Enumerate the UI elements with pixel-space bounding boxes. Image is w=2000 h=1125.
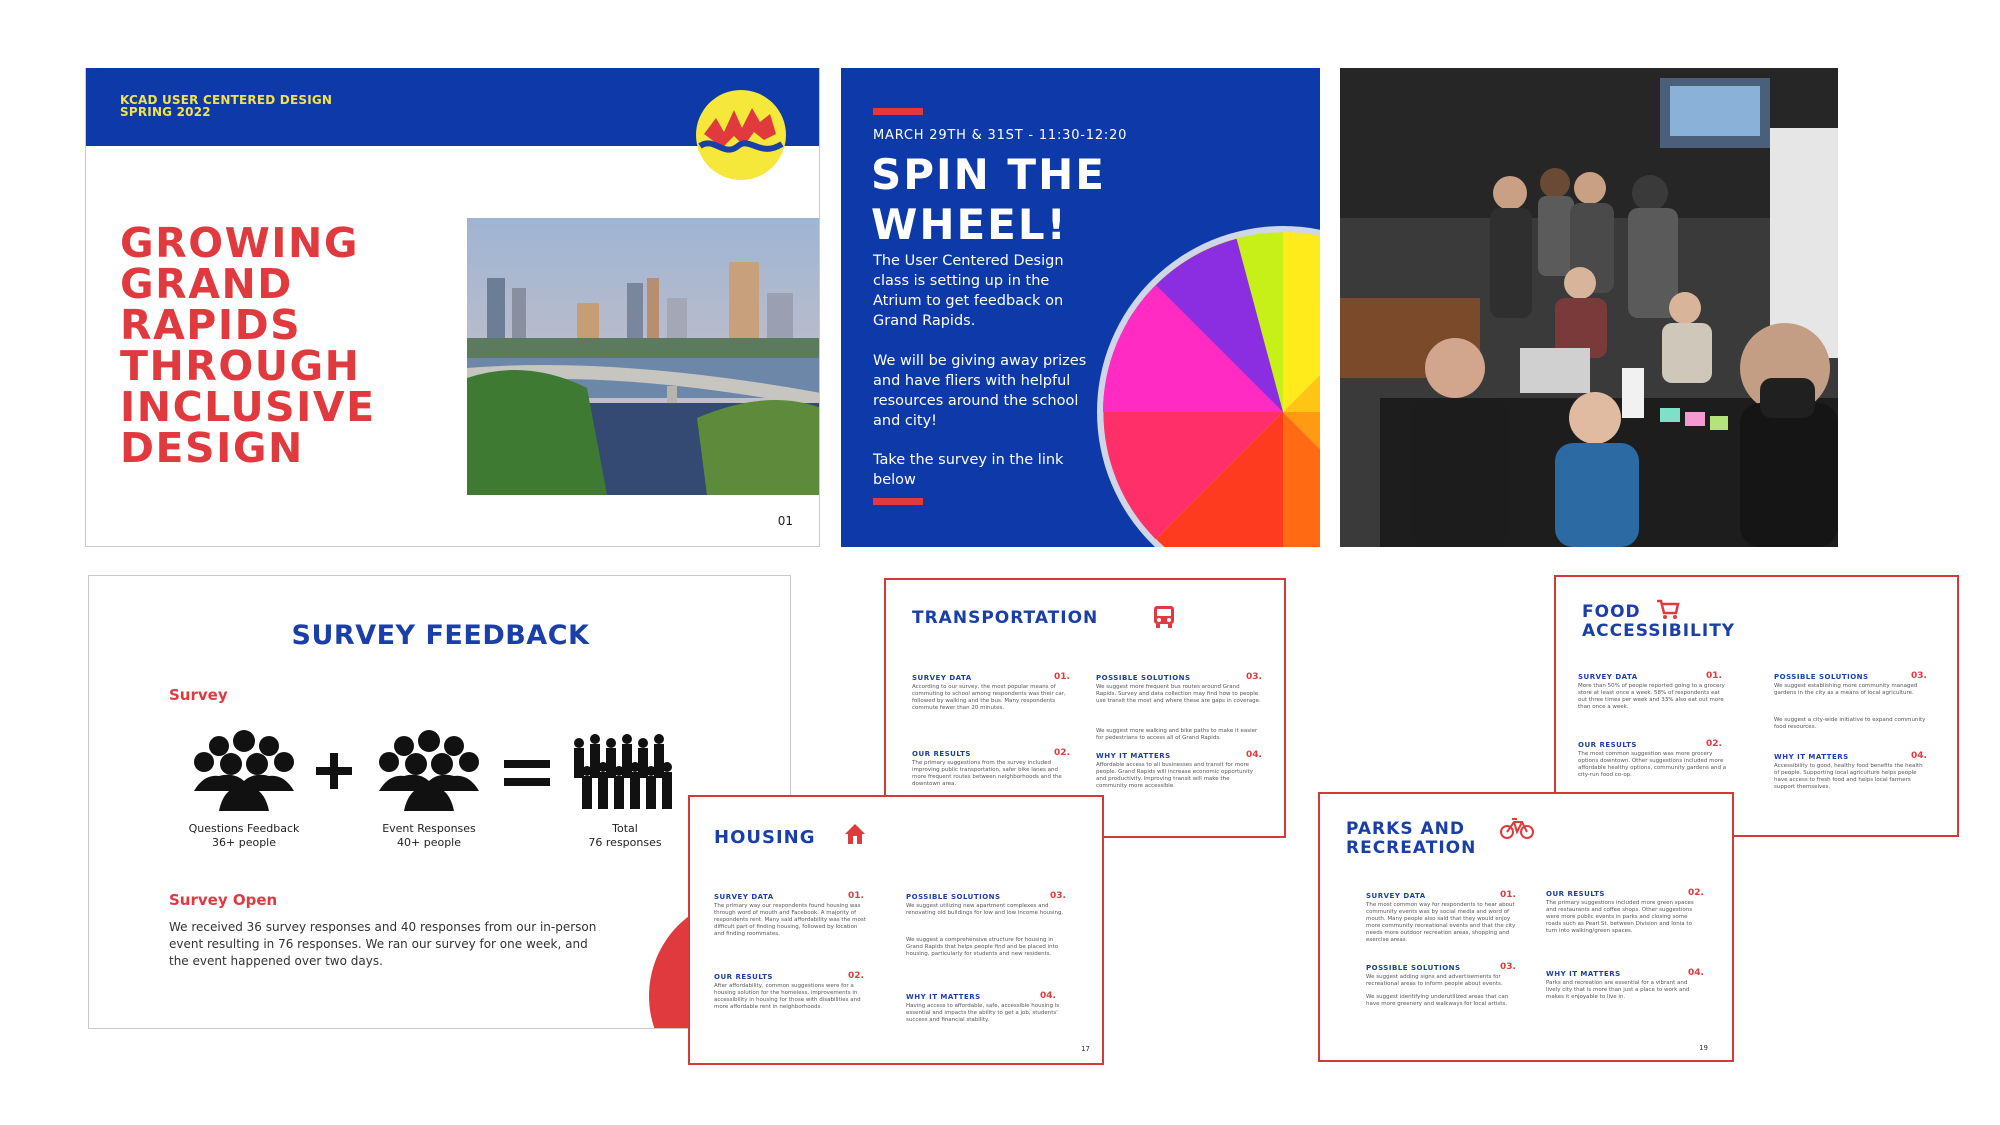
page-number: 01 — [777, 514, 793, 528]
section-text: After affordability, common suggestions were for a housing solution for the homeless, improvements in accessibility in housing for those with disabilities and more affordable rent in neighborhoods. — [714, 983, 861, 1010]
section-number: 04. — [1246, 750, 1262, 760]
people-group-icon — [374, 726, 484, 811]
section-text: Accessibility to good, healthy food benefits the health of people. Supporting local agriculture helps people have access to fresh food and helps local farmers support themselves. — [1774, 763, 1923, 790]
section-heading: OUR RESULTS — [1546, 890, 1605, 898]
section-number: 01. — [1500, 890, 1516, 900]
section-heading: POSSIBLE SOLUTIONS — [1096, 674, 1191, 682]
section-text: We suggest establishing more community managed gardens in the city as a means of local agriculture. — [1774, 683, 1918, 696]
survey-feedback-slide — [88, 575, 791, 1029]
section-text: We suggest more walking and bike paths to make it easier for pedestrians to access all of Grand Rapids. — [1096, 728, 1258, 741]
section-heading: WHY IT MATTERS — [906, 993, 981, 1001]
section-text: The most common way for respondents to hear about community events was by social media and word of mouth. Many people also said that they would enjoy more community recreational events and that the city needs more outdoor recreation areas, shopping and exercise areas. — [1366, 902, 1516, 943]
section-number: 01. — [848, 891, 864, 901]
section-number: 04. — [1688, 968, 1704, 978]
course-header: KCAD USER CENTERED DESIGN SPRING 2022 — [120, 93, 333, 119]
section-heading: OUR RESULTS — [912, 750, 971, 758]
page-number: 17 — [1081, 1045, 1090, 1053]
section-number: 03. — [1050, 891, 1066, 901]
section-heading: SURVEY DATA — [1578, 673, 1638, 681]
group1-caption: Questions Feedback 36+ people — [188, 822, 300, 849]
section-number: 01. — [1706, 671, 1722, 681]
section-text: We suggest more frequent bus routes around Grand Rapids. Survey and data collection may find how to people use transit the most and where these are gaps in coverage. — [1096, 684, 1261, 704]
section-heading: POSSIBLE SOLUTIONS — [906, 893, 1001, 901]
accent-dash — [873, 498, 923, 505]
slide-title: SURVEY FEEDBACK — [291, 620, 590, 651]
shopping-cart-icon — [1656, 599, 1680, 621]
section-number: 04. — [1911, 751, 1927, 761]
section-heading: POSSIBLE SOLUTIONS — [1366, 964, 1461, 972]
prize-wheel-icon — [1093, 202, 1320, 547]
city-photo — [467, 218, 820, 495]
section-number: 02. — [848, 971, 864, 981]
section-number: 02. — [1054, 748, 1070, 758]
section-heading: SURVEY DATA — [1366, 892, 1426, 900]
group2-caption: Event Responses 40+ people — [382, 822, 476, 849]
section-text: Having access to affordable, safe, accessible housing is essential and impacts the ability to get a job, students' success and financial stability. — [906, 1003, 1060, 1023]
section-heading: OUR RESULTS — [1578, 741, 1637, 749]
section-text: We suggest utilizing new apartment complexes and renovating old buildings for low and low income housing. — [906, 903, 1064, 916]
event-paragraph-3: Take the survey in the link below — [873, 452, 1064, 488]
slide-title: HOUSING — [714, 827, 816, 848]
section-heading: SURVEY DATA — [912, 674, 972, 682]
logo-icon — [694, 88, 788, 182]
event-date: MARCH 29TH & 31ST - 11:30-12:20 — [873, 128, 1128, 143]
survey-paragraph: We received 36 survey responses and 40 responses from our in-person event resulting in 76 responses. We ran our survey for one week, and the event happened over two days. — [169, 920, 597, 968]
slide-title: PARKS AND RECREATION — [1346, 819, 1477, 858]
event-slide — [841, 68, 1320, 547]
slide-title: TRANSPORTATION — [912, 608, 1099, 628]
section-text: Parks and recreation are essential for a vibrant and lively city that is more than just a place to work and makes it enjoyable to live in. — [1546, 980, 1690, 1000]
event-title: SPIN THE WHEEL! — [871, 150, 1106, 249]
section-text: We suggest adding signs and advertisements for recreational areas to inform people about events. — [1366, 974, 1503, 987]
section-text: We suggest identifying underutilized areas that can have more greenery and walkways for local artists. — [1366, 994, 1509, 1007]
people-group-icon — [189, 726, 299, 811]
accent-dash — [873, 108, 923, 115]
section-heading: POSSIBLE SOLUTIONS — [1774, 673, 1869, 681]
section-text: We suggest a comprehensive structure for housing in Grand Rapids that helps people find and be placed into housing, particularly for students and new residents. — [906, 937, 1059, 957]
section-text: The most common suggestion was more grocery options downtown. Other suggestions included more affordable healthy options, community gardens and a city-run food co-op. — [1578, 751, 1727, 778]
survey-label: Survey — [169, 686, 228, 704]
section-heading: WHY IT MATTERS — [1546, 970, 1621, 978]
section-text: Affordable access to all businesses and transit for more people. Grand Rapids will increase economic opportunity and productivity. Improving transit will make the community more accessible. — [1096, 762, 1254, 789]
title-slide — [85, 68, 820, 547]
section-text: The primary way our respondents found housing was through word of mouth and Facebook. A majority of respondents rent. Many said affordability was the most difficult part of finding housing, followed by location and finding roommates. — [714, 903, 866, 937]
slide-title: GROWING GRAND RAPIDS THROUGH INCLUSIVE DESIGN — [120, 219, 376, 472]
section-text: We suggest a city-wide initiative to expand community food resources. — [1774, 717, 1926, 730]
section-number: 03. — [1246, 672, 1262, 682]
event-paragraph-2: We will be giving away prizes and have fliers with helpful resources around the school and city! — [873, 353, 1087, 429]
section-text: The primary suggestions from the survey included improving public transportation, safer bike lanes and more frequent routes between neighborhoods and the downtown area. — [912, 760, 1062, 787]
housing-slide — [688, 795, 1104, 1065]
section-text: The primary suggestions included more green spaces and restaurants and coffee shops. Other suggestions were more public events in parks and closing some roads such as Pearl St. between Division and Ionia to turn into walking/green spaces. — [1546, 900, 1694, 934]
section-text: According to our survey, the most popular means of commuting to school among respondents was their car, followed by walking and the bus. Many respondents commute fewer than 20 minutes. — [912, 684, 1066, 711]
section-number: 01. — [1054, 672, 1070, 682]
slide-title: FOOD ACCESSIBILITY — [1582, 602, 1736, 641]
section-number: 03. — [1911, 671, 1927, 681]
bus-icon — [1151, 604, 1177, 630]
group-photo — [1340, 68, 1838, 547]
section-number: 02. — [1706, 739, 1722, 749]
parks-recreation-slide — [1318, 792, 1734, 1062]
house-icon — [843, 822, 867, 846]
event-paragraph-1: The User Centered Design class is setting up in the Atrium to get feedback on Grand Rapids. — [873, 253, 1064, 329]
group-photo-image — [1340, 68, 1838, 547]
crowd-icon — [569, 731, 679, 811]
plus-icon — [314, 751, 354, 791]
section-text: More than 50% of people reported going to a grocery store at least once a week. 58% of respondents eat out three times per week and 33% also eat out more than once a week. — [1578, 683, 1725, 710]
equals-icon — [504, 756, 550, 790]
total-caption: Total 76 responses — [588, 822, 662, 849]
section-number: 02. — [1688, 888, 1704, 898]
section-number: 04. — [1040, 991, 1056, 1001]
section-heading: OUR RESULTS — [714, 973, 773, 981]
section-heading: WHY IT MATTERS — [1096, 752, 1171, 760]
bicycle-icon — [1500, 816, 1534, 840]
section-number: 03. — [1500, 962, 1516, 972]
page-number: 19 — [1699, 1044, 1708, 1052]
section-heading: SURVEY DATA — [714, 893, 774, 901]
section-heading: WHY IT MATTERS — [1774, 753, 1849, 761]
survey-open-label: Survey Open — [169, 891, 278, 909]
